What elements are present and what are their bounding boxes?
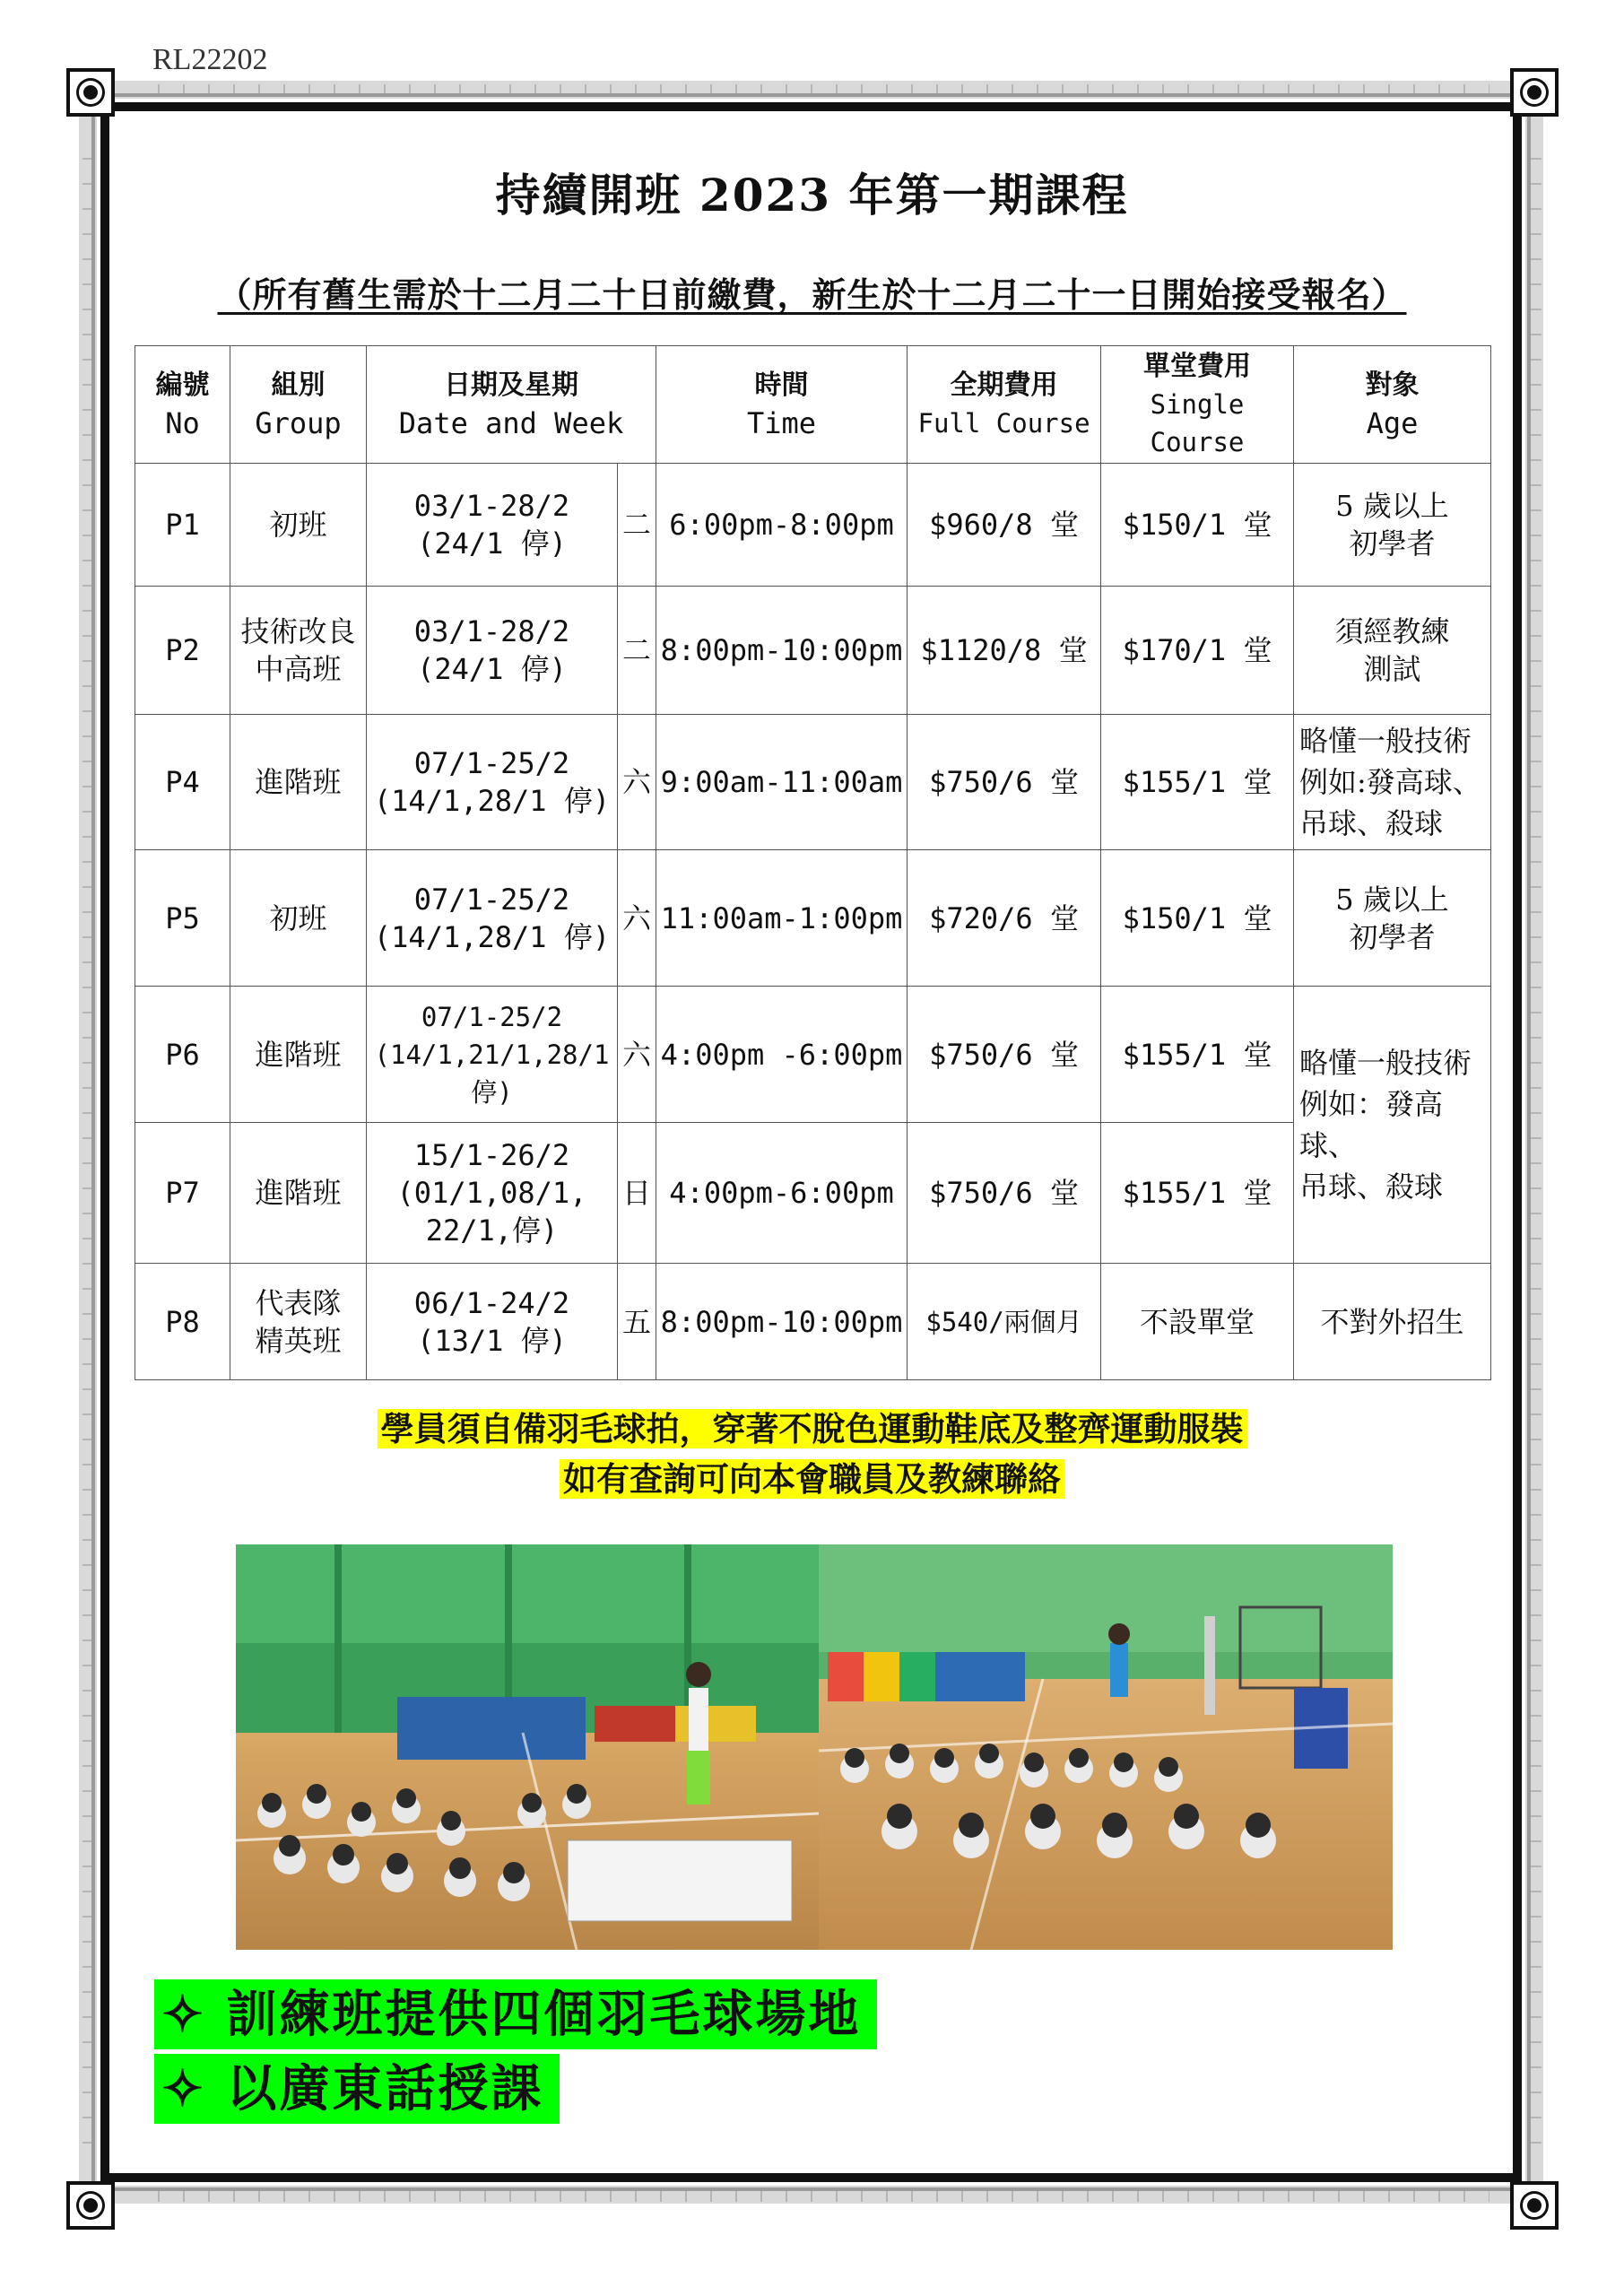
header-date: 日期及星期 Date and Week [367,346,656,464]
cell-day: 二 [618,587,656,715]
corner-ornament-top-left [59,61,122,124]
cell-full-fee: $540/兩個月 [908,1264,1101,1380]
corner-ornament-bottom-right [1503,2174,1566,2237]
cell-single-fee: $150/1 堂 [1101,464,1294,587]
cell-date: 06/1-24/2 (13/1 停) [367,1264,618,1380]
cell-full-fee: $750/6 堂 [908,1123,1101,1264]
highlight-courts: ✧ 訓練班提供四個羽毛球場地 [154,1979,877,2049]
class-photo [236,1544,1393,1950]
cell-full-fee: $750/6 堂 [908,715,1101,850]
cell-day: 六 [618,715,656,850]
cell-age-merged: 略懂一般技術 例如：發高球、 吊球、殺球 [1294,987,1491,1264]
table-row [135,1264,1491,1380]
corner-ornament-top-right [1503,61,1566,124]
cell-age: 須經教練 測試 [1294,587,1491,715]
cell-date: 07/1-25/2 (14/1,28/1 停) [367,850,618,987]
table-row [135,587,1491,715]
cell-full-fee: $750/6 堂 [908,987,1101,1123]
table-row [135,464,1491,587]
header-time: 時間 Time [656,346,908,464]
cell-single-fee: $170/1 堂 [1101,587,1294,715]
highlight-language: ✧ 以廣東話授課 [154,2054,560,2124]
header-single-fee: 單堂費用 Single Course [1101,346,1294,464]
cell-single-fee: 不設單堂 [1101,1264,1294,1380]
class-photo-illustration [236,1544,1393,1950]
cell-age: 不對外招生 [1294,1264,1491,1380]
cell-time: 8:00pm-10:00pm [656,1264,908,1380]
table-row [135,1123,1491,1264]
table-row [135,850,1491,987]
cell-group: 進階班 [230,987,367,1123]
cell-group: 進階班 [230,1123,367,1264]
document-code: RL22202 [152,43,268,76]
cell-time: 4:00pm -6:00pm [656,987,908,1123]
equipment-notice [0,1404,1624,1504]
cell-date: 03/1-28/2 (24/1 停) [367,464,618,587]
header-no: 編號 No [135,346,230,464]
course-table [135,345,1491,1380]
cell-full-fee: $720/6 堂 [908,850,1101,987]
notice-line-2: 如有查詢可向本會職員及教練聯絡 [560,1459,1064,1499]
cell-group: 初班 [230,464,367,587]
border-ticks-right [1529,135,1541,2153]
cell-full-fee: $1120/8 堂 [908,587,1101,715]
cell-group: 技術改良 中高班 [230,587,367,715]
cell-no: P7 [135,1123,230,1264]
cell-day: 六 [618,850,656,987]
table-row [135,715,1491,850]
cell-no: P6 [135,987,230,1123]
cell-time: 4:00pm-6:00pm [656,1123,908,1264]
cell-day: 五 [618,1264,656,1380]
corner-ornament-bottom-left [59,2174,122,2237]
cell-time: 9:00am-11:00am [656,715,908,850]
cell-single-fee: $150/1 堂 [1101,850,1294,987]
cell-date: 03/1-28/2 (24/1 停) [367,587,618,715]
cell-no: P5 [135,850,230,987]
cell-time: 6:00pm-8:00pm [656,464,908,587]
cell-no: P1 [135,464,230,587]
cell-group: 代表隊 精英班 [230,1264,367,1380]
cell-age: 5 歲以上 初學者 [1294,464,1491,587]
cell-age: 略懂一般技術 例如:發高球、 吊球、殺球 [1294,715,1491,850]
table-header-row [135,346,1491,464]
header-group: 組別 Group [230,346,367,464]
cell-age: 5 歲以上 初學者 [1294,850,1491,987]
cell-single-fee: $155/1 堂 [1101,715,1294,850]
cell-no: P4 [135,715,230,850]
header-full-fee: 全期費用 Full Course [908,346,1101,464]
cell-time: 11:00am-1:00pm [656,850,908,987]
cell-date: 15/1-26/2 (01/1,08/1, 22/1,停) [367,1123,618,1264]
cell-group: 初班 [230,850,367,987]
header-age: 對象 Age [1294,346,1491,464]
cell-group: 進階班 [230,715,367,850]
cell-day: 日 [618,1123,656,1264]
cell-time: 8:00pm-10:00pm [656,587,908,715]
cell-single-fee: $155/1 堂 [1101,1123,1294,1264]
cell-date: 07/1-25/2 (14/1,21/1,28/1 停) [367,987,618,1123]
cell-full-fee: $960/8 堂 [908,464,1101,587]
notice-line-1: 學員須自備羽毛球拍，穿著不脫色運動鞋底及整齊運動服裝 [378,1409,1247,1448]
table-row [135,987,1491,1123]
cell-no: P8 [135,1264,230,1380]
cell-single-fee: $155/1 堂 [1101,987,1294,1123]
cell-no: P2 [135,587,230,715]
cell-day: 六 [618,987,656,1123]
page-title: 持續開班 2023 年第一期課程 [495,169,1129,222]
cell-day: 二 [618,464,656,587]
border-ticks-bottom [135,2189,1489,2202]
registration-note: （所有舊生需於十二月二十日前繳費，新生於十二月二十一日開始接受報名） [217,274,1407,315]
cell-date: 07/1-25/2 (14/1,28/1 停) [367,715,618,850]
